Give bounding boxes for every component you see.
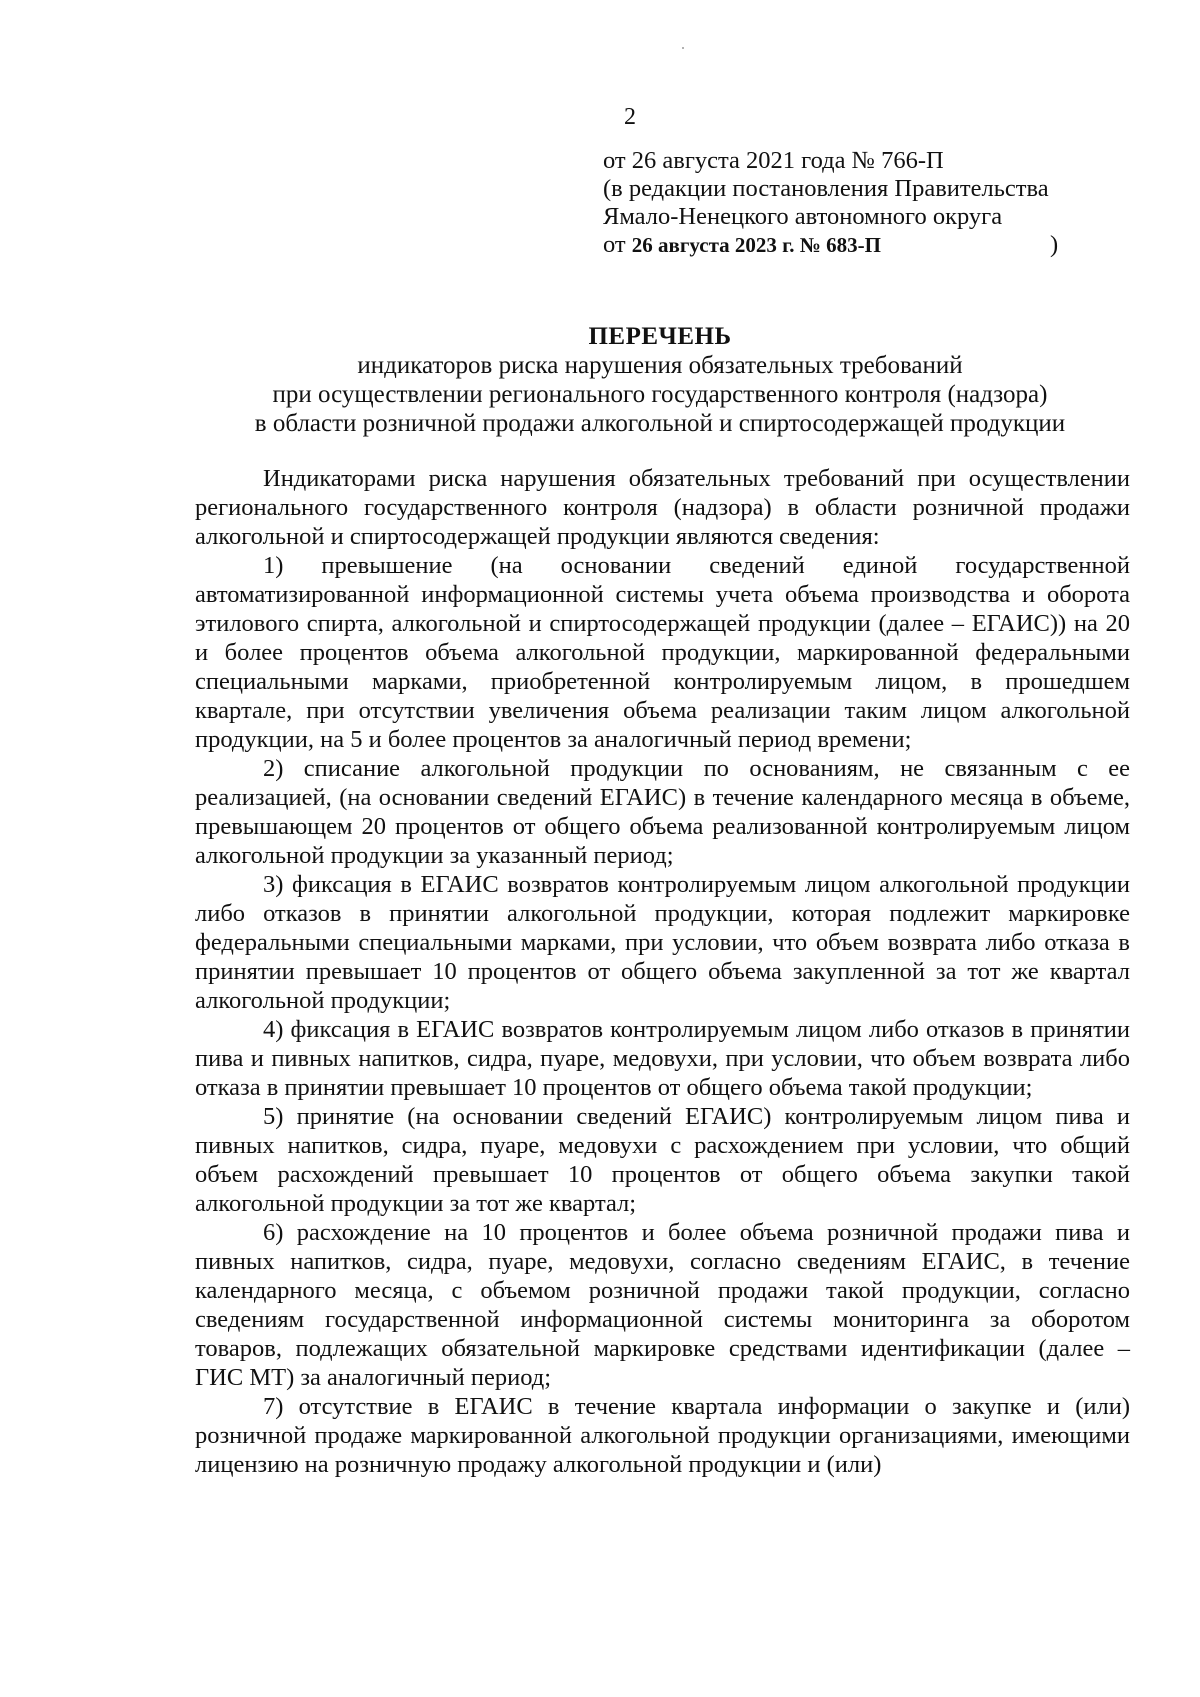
reference-line-4-prefix: от (603, 231, 626, 258)
reference-line-3: Ямало-Ненецкого автономного округа (603, 203, 1003, 230)
document-body (195, 464, 1130, 1479)
list-item: 5) принятие (на основании сведений ЕГАИС) контролируемым лицом пива и пивных напитков, сидра, пуаре, медовухи с расхождением при условии, что общий объем расхождений превышает 10 процентов от общего объема закупки такой алкогольной продукции за тот же квартал; (195, 1103, 1130, 1217)
subtitle-line-1: индикаторов риска нарушения обязательных требований (357, 352, 963, 379)
closing-parenthesis: ) (1050, 231, 1059, 258)
intro-paragraph: Индикаторами риска нарушения обязательных требований при осуществлении регионального государственного контроля (надзора) в области розничной продажи алкогольной и спиртосодержащей продукции являются сведения: (195, 465, 1130, 550)
subtitle-line-2: при осуществлении регионального государственного контроля (надзора) (272, 381, 1048, 408)
reference-line-2: (в редакции постановления Правительства (603, 175, 1049, 202)
list-item: 7) отсутствие в ЕГАИС в течение квартала информации о закупке и (или) розничной продаже маркированной алкогольной продукции организациями, имеющими лицензию на розничную продажу алкогольной продукции и (или) (195, 1393, 1130, 1478)
subtitle-line-3: в области розничной продажи алкогольной и спиртосодержащей продукции (254, 410, 1066, 437)
reference-line-1: от 26 августа 2021 года № 766-П (603, 147, 944, 174)
document-title: ПЕРЕЧЕНЬ (588, 323, 732, 350)
list-item: 2) списание алкогольной продукции по основаниям, не связанным с ее реализацией, (на основании сведений ЕГАИС) в течение календарного месяца в объеме, превышающем 20 процентов от общего объема реализованной контролируемым лицом алкогольной продукции за указанный период; (195, 755, 1130, 869)
scan-speck (682, 47, 684, 49)
list-item: 3) фиксация в ЕГАИС возвратов контролируемым лицом алкогольной продукции либо отказов в принятии алкогольной продукции, которая подлежит маркировке федеральными специальными марками, при условии, что объем возврата либо отказа в принятии превышает 10 процентов от общего объема закупленной за тот же квартал алкогольной продукции; (195, 871, 1130, 1014)
list-item: 6) расхождение на 10 процентов и более объема розничной продажи пива и пивных напитков, сидра, пуаре, медовухи, согласно сведениям ЕГАИС, в течение календарного месяца, с объемом розничной продажи такой продукции, согласно сведениям государственной информационной системы мониторинга за оборотом товаров, подлежащих обязательной маркировке средствами идентификации (далее – ГИС МТ) за аналогичный период; (195, 1219, 1130, 1391)
amendment-reference: 26 августа 2023 г. № 683-П (631, 233, 881, 257)
document-title-block (180, 322, 1140, 438)
reference-line-4 (603, 231, 1123, 259)
page-number: 2 (624, 104, 636, 130)
document-reference-block (603, 147, 1123, 259)
list-item: 1) превышение (на основании сведений единой государственной автоматизированной информационной системы учета объема производства и оборота этилового спирта, алкогольной и спиртосодержащей продукции (далее – ЕГАИС)) на 20 и более процентов объема алкогольной продукции, маркированной федеральными специальными марками, приобретенной контролируемым лицом, в прошедшем квартале, при отсутствии увеличения объема реализации таким лицом алкогольной продукции, на 5 и более процентов за аналогичный период времени; (195, 552, 1130, 753)
list-item: 4) фиксация в ЕГАИС возвратов контролируемым лицом либо отказов в принятии пива и пивных напитков, сидра, пуаре, медовухи, при условии, что объем возврата либо отказа в принятии превышает 10 процентов от общего объема такой продукции; (195, 1016, 1130, 1101)
